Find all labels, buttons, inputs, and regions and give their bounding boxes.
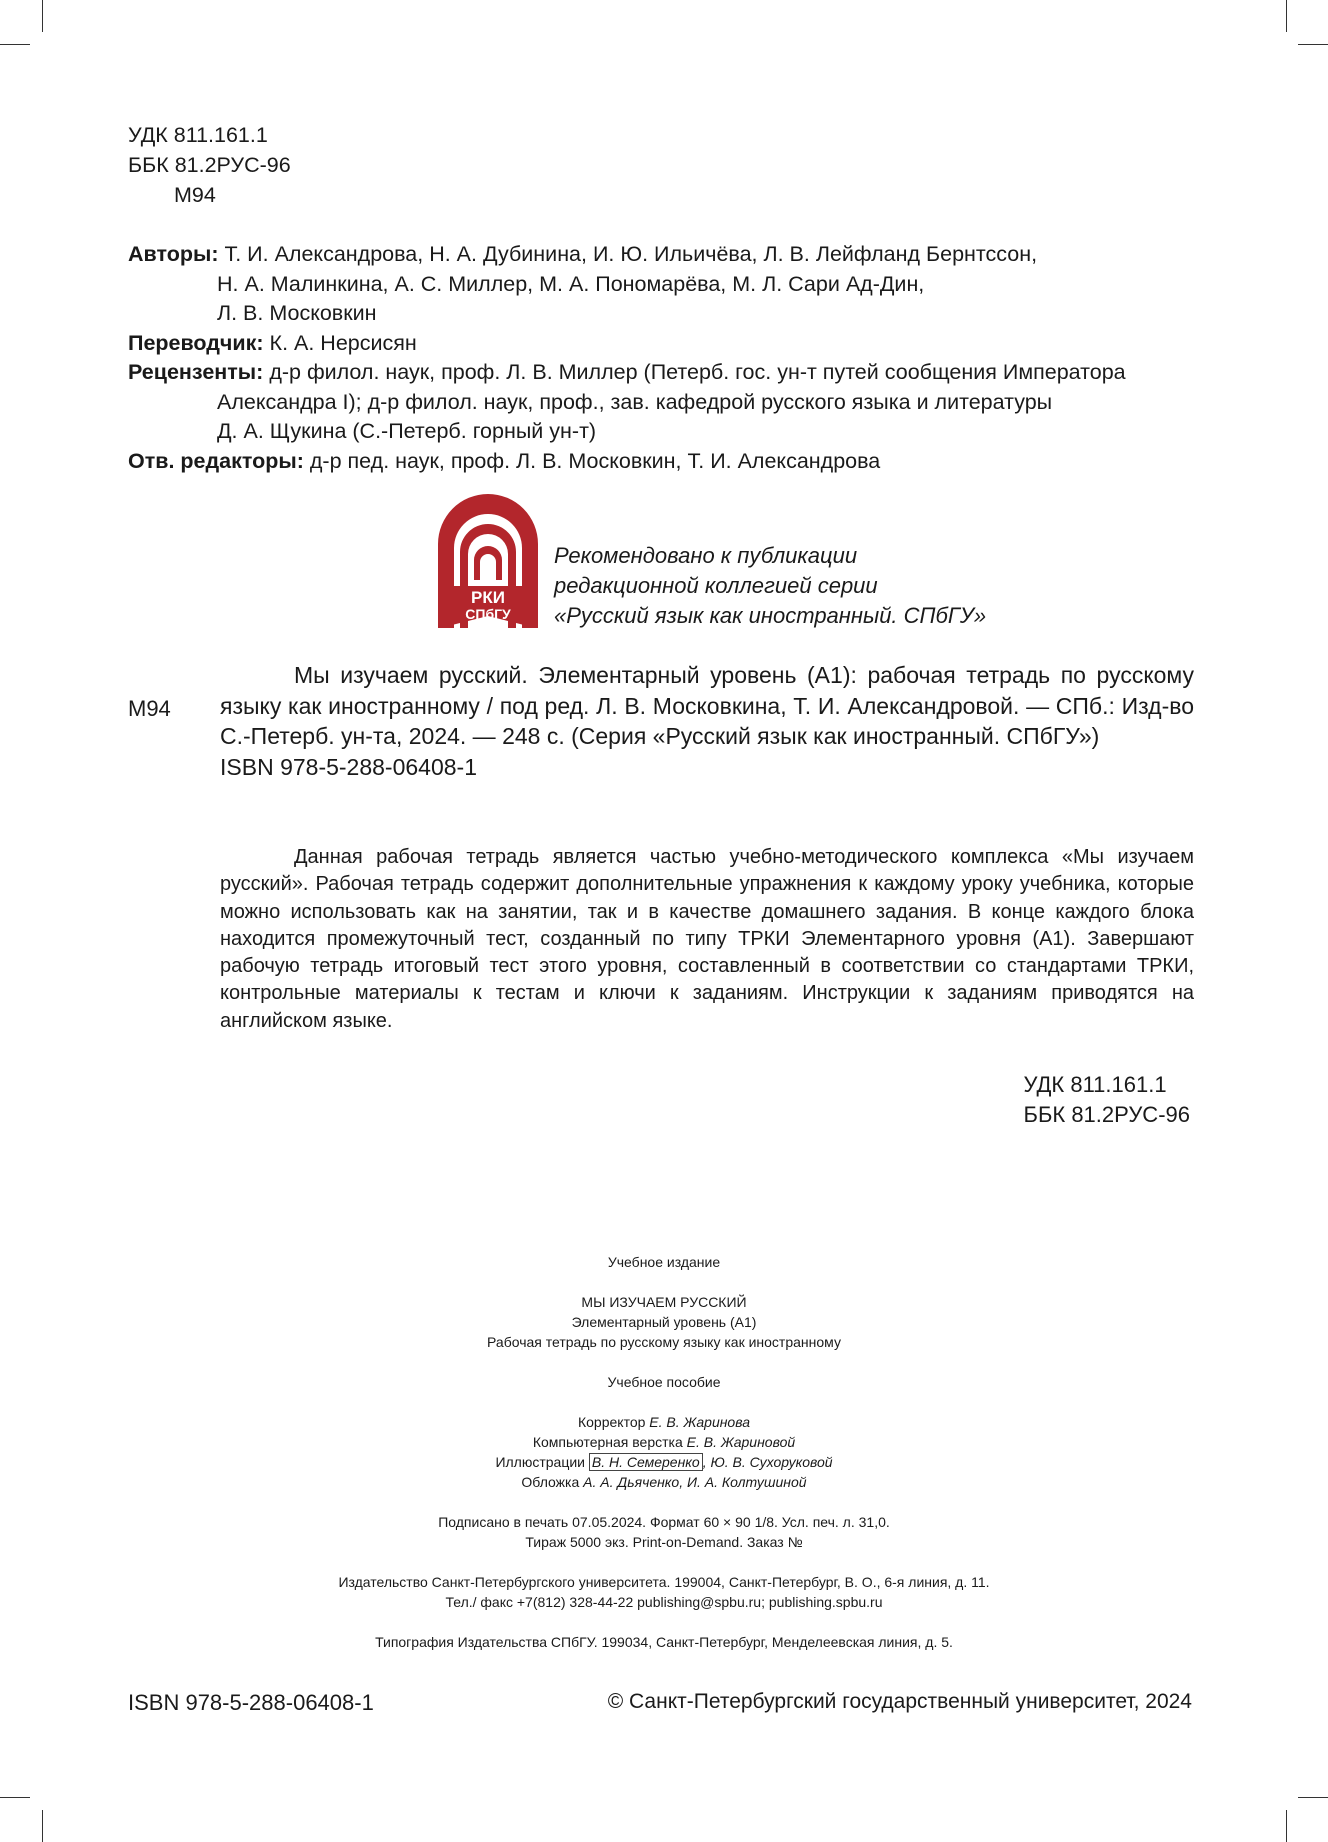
illustrations-line: Иллюстрации В. Н. Семеренко , Ю. В. Сухоруковой [495, 1454, 833, 1470]
printer-line: Типография Издательства СПбГУ. 199034, Санкт-Петербург, Менделеевская линия, д. 5. [375, 1634, 953, 1650]
reviewers-label: Рецензенты: [128, 360, 264, 384]
translator-line [128, 329, 1208, 359]
crop-mark [42, 1810, 43, 1842]
crop-mark [1286, 0, 1287, 32]
bibliography-text: Мы изучаем русский. Элементарный уровень (А1): рабочая тетрадь по русскому языку как иностранному / под ред. Л. В. Московкина, Т. И. Александровой. — СПб.: Изд-во С.-Петерб. ун-та, 2024. — 248 с. (Серия «Русский язык как иностранный. СПбГУ») [220, 662, 1194, 749]
abstract: Данная рабочая тетрадь является частью учебно-методического комплекса «Мы изучаем русский». Рабочая тетрадь содержит дополнительные упражнения к каждому уроку учебника, которые можно использовать как на занятии, так и в качестве домашнего задания. В конце каждого блока находится промежуточный тест, созданный по типу ТРКИ Элементарного уровня (А1). Завершают рабочую тетрадь итоговый тест этого уровня, составленный в соответствии со стандартами ТРКИ, контрольные материалы к тестам и ключи к заданиям. Инструкции к заданиям приводятся на английском языке. [220, 846, 1194, 1032]
bibliography-entry [220, 660, 1194, 782]
colophon-title: МЫ ИЗУЧАЕМ РУССКИЙ [581, 1294, 747, 1310]
manual-type: Учебное пособие [607, 1374, 721, 1390]
bibliography-isbn: ISBN 978-5-288-06408-1 [220, 753, 477, 780]
footer-isbn: ISBN 978-5-288-06408-1 [128, 1690, 374, 1715]
author-mark: М94 [174, 183, 216, 207]
bbk-code: ББК 81.2РУС-96 [1023, 1102, 1190, 1127]
udk-bottom-block [1024, 1070, 1190, 1130]
cover-line: Обложка А. А. Дьяченко, И. А. Колтушиной [521, 1474, 807, 1490]
rki-spbgu-logo [438, 494, 538, 628]
editors-text: д-р пед. наук, проф. Л. В. Московкин, Т. И. Александрова [309, 448, 881, 473]
reviewers-text: д-р филол. наук, проф. Л. В. Миллер (Петерб. гос. ун-т путей сообщения Императора [269, 360, 1126, 384]
recommendation-line-3: «Русский язык как иностранный. СПбГУ» [554, 603, 987, 628]
crop-mark [1298, 1797, 1328, 1798]
publisher-line-2: Тел./ факс +7(812) 328-44-22 publishing@spbu.ru; publishing.spbu.ru [445, 1594, 883, 1610]
translator-label: Переводчик: [128, 330, 264, 355]
editors-line [128, 447, 1208, 477]
corrector-line: Корректор Е. В. Жаринова [577, 1414, 751, 1430]
editors-label: Отв. редакторы: [128, 448, 304, 473]
colophon-subtitle: Рабочая тетрадь по русскому языку как иностранному [487, 1334, 841, 1350]
recommendation-block [554, 541, 986, 631]
reviewers-line-3: Д. А. Щукина (С.-Петерб. горный ун-т) [217, 419, 597, 443]
udk-top-block [128, 120, 291, 210]
reviewers-line [128, 358, 1208, 388]
footer-copyright: © Санкт-Петербургский государственный университет, 2024 [607, 1690, 1192, 1713]
publisher-line-1: Издательство Санкт-Петербургского университета. 199004, Санкт-Петербург, В. О., 6-я линия, д. 11. [338, 1574, 990, 1590]
authors-line-3: Л. В. Московкин [217, 301, 377, 325]
crop-mark [1298, 44, 1328, 45]
layout-line: Компьютерная верстка Е. В. Жариновой [532, 1434, 796, 1450]
bibliography-code: М94 [128, 696, 171, 721]
print-info-1: Подписано в печать 07.05.2024. Формат 60 × 90 1/8. Усл. печ. л. 31,0. [438, 1514, 890, 1530]
arch-logo-icon [438, 494, 538, 628]
crop-mark [1286, 1810, 1287, 1842]
reviewers-line-2: Александра I); д-р филол. наук, проф., зав. кафедрой русского языка и литературы [217, 389, 1053, 414]
authors-label: Авторы: [128, 242, 219, 266]
crop-mark [0, 1797, 30, 1798]
crop-mark [0, 44, 30, 45]
recommendation-line-2: редакционной коллегией серии [554, 573, 878, 598]
illustrator-highlight: В. Н. Семеренко [589, 1453, 703, 1471]
authors-line [128, 240, 1208, 270]
bbk-code: ББК 81.2РУС-96 [128, 153, 291, 177]
authors-line-2: Н. А. Малинкина, А. С. Миллер, М. А. Пономарёва, М. Л. Сари Ад-Дин, [217, 271, 925, 296]
logo-text-bottom: СПбГУ [465, 606, 511, 622]
colophon [0, 1252, 1328, 1652]
colophon-level: Элементарный уровень (А1) [571, 1314, 757, 1330]
translator-text: К. А. Нерсисян [269, 330, 417, 355]
recommendation-line-1: Рекомендовано к публикации [554, 543, 858, 568]
edition-type: Учебное издание [607, 1254, 721, 1270]
udk-code: УДК 811.161.1 [128, 123, 268, 147]
print-info-2: Тираж 5000 экз. Print-on-Demand. Заказ № [525, 1534, 803, 1550]
credits-block [128, 240, 1208, 476]
crop-mark [42, 0, 43, 32]
authors-text: Т. И. Александрова, Н. А. Дубинина, И. Ю. Ильичёва, Л. В. Лейфланд Бернтссон, [224, 242, 1038, 266]
udk-code: УДК 811.161.1 [1023, 1072, 1167, 1097]
logo-text-top: РКИ [471, 588, 505, 607]
